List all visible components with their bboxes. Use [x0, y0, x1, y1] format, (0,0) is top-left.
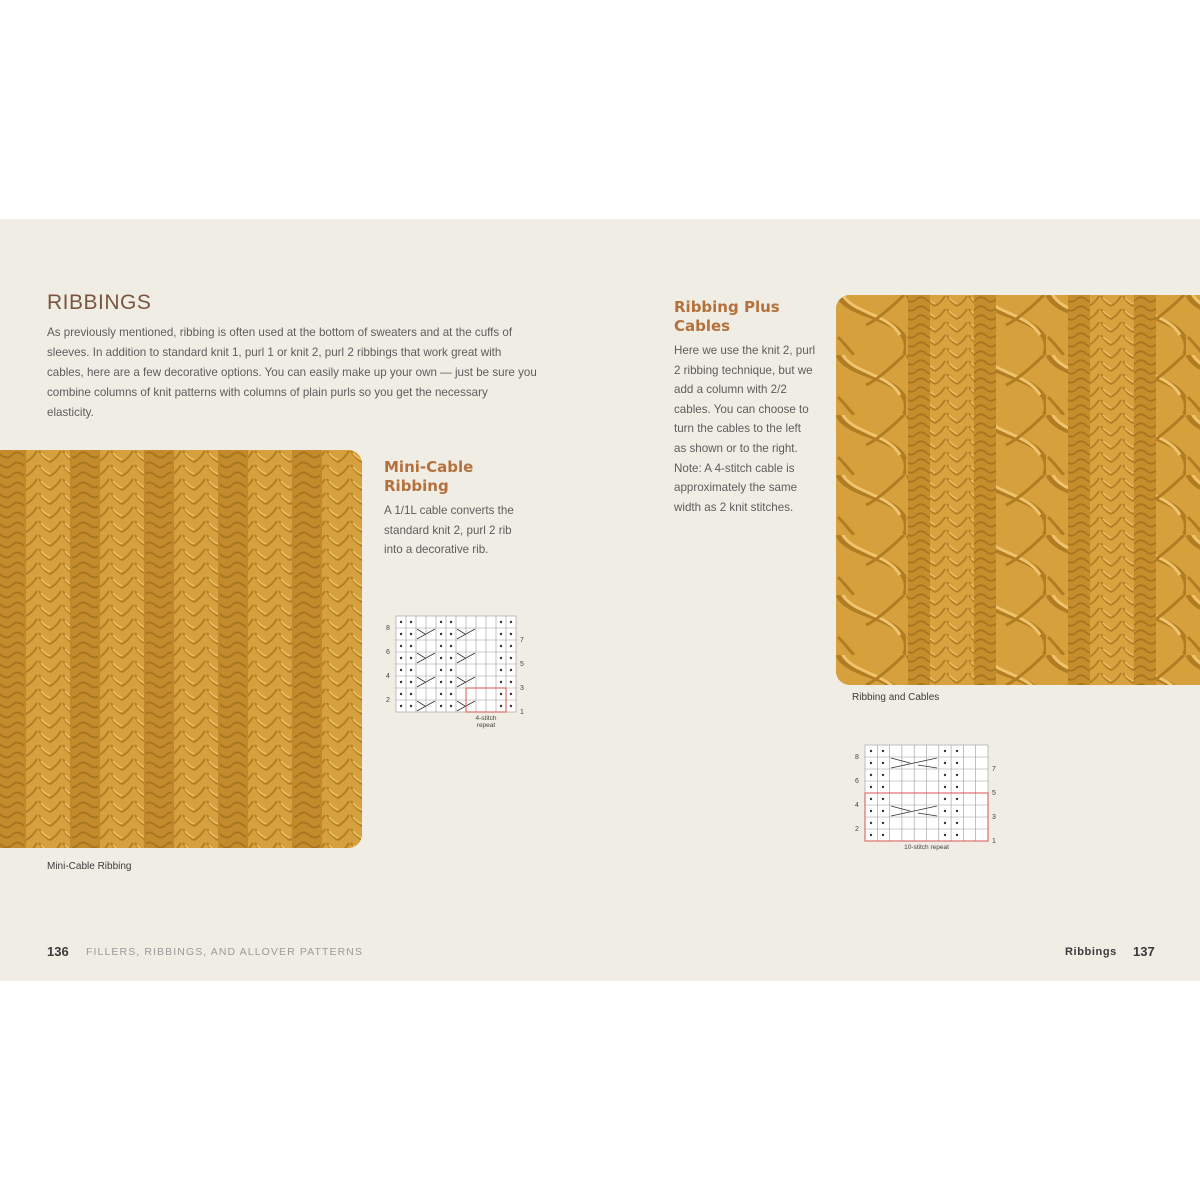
intro-paragraph: As previously mentioned, ribbing is often used at the bottom of sweaters and at the cuffs of sleeves. In addition to standard knit 1, purl 1 or knit 2, purl 2 ribbings that work great with cables, here are a few decorative options. You can easily make up your own — just be sure you combine columns of knit patterns with columns of plain purls so you get the necessary elasticity.	[47, 326, 537, 419]
chart-row-number: 6	[855, 778, 859, 785]
page-number-right: 137	[1133, 944, 1155, 959]
chart-row-number: 3	[520, 685, 524, 692]
chart-row-number: 8	[855, 754, 859, 761]
chart-row-number: 2	[386, 697, 390, 704]
chart-row-number: 7	[520, 637, 524, 644]
chart-repeat-label: 4-stitch repeat	[475, 715, 497, 729]
section-title: RIBBINGS	[47, 291, 152, 314]
chart-row-number: 5	[992, 790, 996, 797]
ribbing-plus-cables-text: Here we use the knit 2, purl 2 ribbing technique, but we add a column with 2/2 cables. You can choose to turn the cables to the left as shown or to the right. Note: A 4-stitch cable is approximately the same width as 2 knit stitches.	[674, 344, 816, 514]
book-spread	[0, 219, 1200, 981]
ribbing-and-cables-photo	[836, 295, 1200, 685]
knit-swatch-illustration	[0, 450, 362, 848]
chart-row-number: 4	[855, 802, 859, 809]
mini-cable-ribbing-title: Mini-Cable Ribbing	[384, 458, 474, 495]
ribbing-plus-cables-chart	[852, 744, 1002, 859]
chart-row-number: 3	[992, 814, 996, 821]
chart-repeat-label: 10-stitch repeat	[904, 844, 949, 851]
chart-row-number: 2	[855, 826, 859, 833]
rib-columns	[0, 450, 362, 848]
chart-row-number: 4	[386, 673, 390, 680]
page-number-left: 136	[47, 944, 69, 959]
chart-row-number: 1	[992, 838, 996, 845]
running-head-left: FILLERS, RIBBINGS, AND ALLOVER PATTERNS	[86, 946, 364, 958]
mini-cable-ribbing-text: A 1/1L cable converts the standard knit 2, purl 2 rib into a decorative rib.	[384, 504, 514, 557]
mini-cable-ribbing-photo	[0, 450, 362, 848]
chart-row-number: 8	[386, 625, 390, 632]
chart-row-number: 7	[992, 766, 996, 773]
cable-swatch-illustration	[836, 295, 1200, 685]
running-head-right: Ribbings	[1065, 946, 1117, 958]
mini-cable-chart	[384, 614, 534, 739]
mini-cable-ribbing-caption: Mini-Cable Ribbing	[47, 861, 132, 872]
ribbing-plus-cables-title: Ribbing Plus Cables	[674, 298, 780, 335]
chart-row-number: 1	[520, 709, 524, 716]
chart-row-number: 6	[386, 649, 390, 656]
chart-row-number: 5	[520, 661, 524, 668]
ribbing-and-cables-caption: Ribbing and Cables	[852, 692, 940, 703]
